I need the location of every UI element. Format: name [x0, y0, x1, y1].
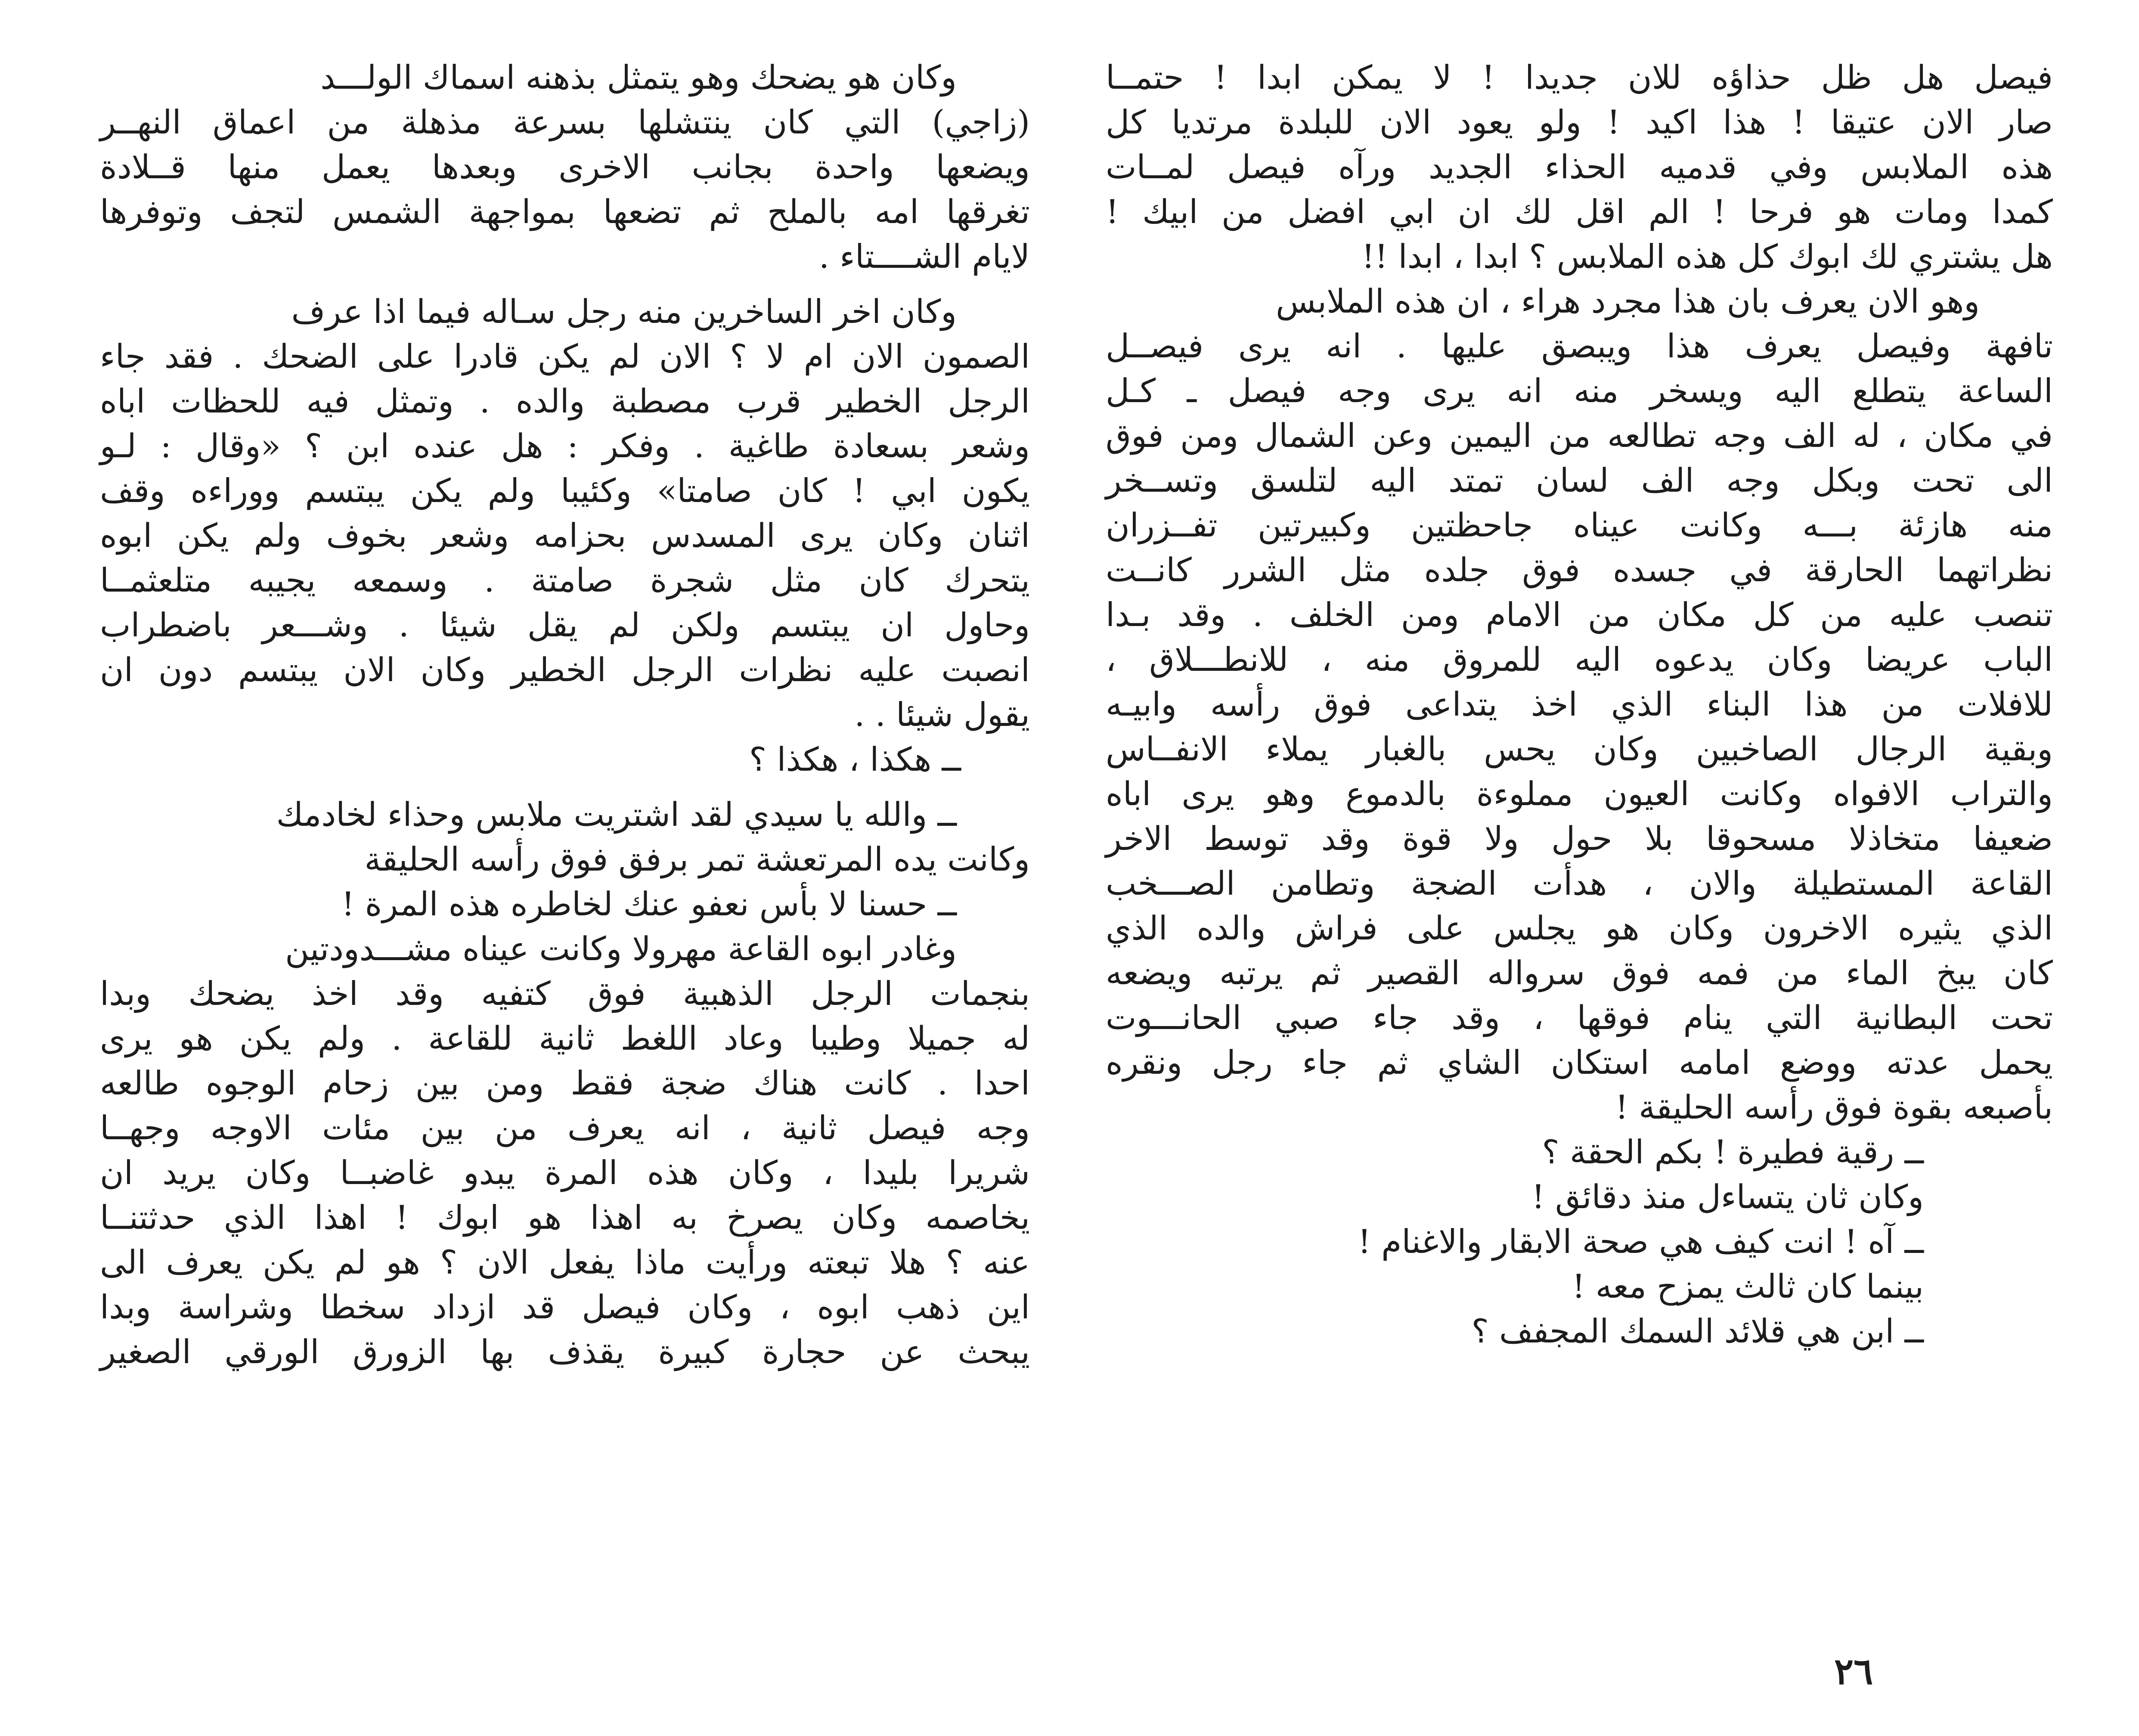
- text-line: وكان اخر الساخرين منه رجل سـاله فيما اذا عرف: [291, 292, 957, 331]
- text-line: انصبت عليه نظرات الرجل الخطير وكان الان يبتسم دون ان: [100, 651, 1030, 689]
- text-line: عنه ؟ هلا تبعته ورأيت ماذا يفعل الان ؟ هو لم يكن يعرف الى: [100, 1243, 1030, 1281]
- text-line: يبحث عن حجارة كبيرة يقذف بها الزورق الورقي الصغير: [100, 1333, 1030, 1371]
- text-line: تافهة وفيصل يعرف هذا ويبصق عليها . انه يرى فيصــل: [1106, 327, 2053, 365]
- text-line: تغرقها امه بالملح ثم تضعها بمواجهة الشمس لتجف وتوفرها: [100, 192, 1030, 231]
- text-line: ــ حسنا لا بأس نعفو عنك لخاطره هذه المرة !: [341, 885, 957, 923]
- text-line: الذي يثيره الاخرون وكان هو يجلس على فراش والده الذي: [1106, 909, 2053, 947]
- text-line: يتحرك كان مثل شجرة صامتة . وسمعه يجيبه متلعثمــا: [100, 561, 1030, 599]
- text-line: ــ آه ! انت كيف هي صحة الابقار والاغنام !: [1358, 1222, 1924, 1261]
- text-line: وغادر ابوه القاعة مهرولا وكانت عيناه مشـــدودتين: [285, 930, 957, 968]
- text-line: يقول شيئا . .: [854, 695, 1030, 734]
- left-column: [100, 55, 1030, 1374]
- text-line: بينما كان ثالث يمزح معه !: [1572, 1267, 1924, 1305]
- text-line: تنصب عليه من كل مكان من الامام ومن الخلف . وقد بـدا: [1106, 595, 2053, 634]
- text-line: منه هازئة بـــه وكانت عيناه جاحظتين وكبيرتين تفــزران: [1106, 506, 2053, 544]
- text-line: هل يشتري لك ابوك كل هذه الملابس ؟ ابدا ، ابدا !!: [1361, 237, 2053, 276]
- text-line: تحت البطانية التي ينام فوقها ، وقد جاء صبي الحانـــوت: [1106, 998, 2053, 1037]
- text-line: وحاول ان يبتسم ولكن لم يقل شيئا . وشـــعر باضطراب: [100, 606, 1030, 644]
- text-line: الرجل الخطير قرب مصطبة والده . وتمثل فيه للحظات اباه: [100, 382, 1030, 420]
- text-line: شريرا بليدا ، وكان هذه المرة يبدو غاضبــا وكان يريد ان: [100, 1153, 1030, 1192]
- text-line: وجه فيصل ثانية ، انه يعرف من بين مئات الاوجه وجهــا: [100, 1109, 1030, 1147]
- text-line: كمدا ومات هو فرحا ! الم اقل لك ان ابي افضل من ابيك !: [1106, 192, 2053, 231]
- text-line: اثنان وكان يرى المسدس بحزامه وشعر بخوف ولم يكن ابوه: [100, 516, 1030, 555]
- text-line: في مكان ، له الف وجه تطالعه من اليمين وعن الشمال ومن فوق: [1106, 416, 2053, 455]
- text-line: وكان ثان يتساءل منذ دقائق !: [1531, 1178, 1924, 1216]
- page-number: ٢٦: [1834, 1650, 1873, 1693]
- text-line: ــ رقية فطيرة ! بكم الحقة ؟: [1542, 1133, 1924, 1171]
- text-line: صار الان عتيقا ! هذا اكيد ! ولو يعود الان للبلدة مرتديا كل: [1106, 103, 2053, 141]
- text-line: ــ هكذا ، هكذا ؟: [749, 740, 961, 778]
- text-line: وشعر بسعادة طاغية . وفكر : هل عنده ابن ؟ «وقال : لـو: [100, 427, 1030, 465]
- text-line: يكون ابي ! كان صامتا» وكئيبا ولم يكن يبتسم ووراءه وقف: [100, 471, 1030, 510]
- text-line: نظراتهما الحارقة في جسده فوق جلده مثل الشرر كانــت: [1106, 551, 2053, 589]
- text-line: وكان هو يضحك وهو يتمثل بذهنه اسماك الولـــد: [320, 58, 957, 96]
- text-line: احدا . كانت هناك ضجة فقط ومن بين زحام الوجوه طالعه: [100, 1064, 1030, 1102]
- text-line: بنجمات الرجل الذهبية فوق كتفيه وقد اخذ يضحك وبدا: [100, 974, 1030, 1013]
- text-line: الى تحت وبكل وجه الف لسان تمتد اليه لتلسق وتســخر: [1106, 461, 2053, 499]
- text-line: هذه الملابس وفي قدميه الحذاء الجديد ورآه فيصل لمــات: [1106, 148, 2053, 186]
- right-column: [1106, 55, 2053, 1354]
- text-line: والتراب الافواه وكانت العيون مملوءة بالدموع وهو يرى اباه: [1106, 775, 2053, 813]
- text-line: لايام الشــــتاء .: [818, 237, 1030, 276]
- text-line: الساعة يتطلع اليه ويسخر منه انه يرى وجه فيصل ـ كـل: [1106, 372, 2053, 410]
- text-line: كان يبخ الماء من فمه فوق سرواله القصير ثم يرتبه ويضعه: [1106, 954, 2053, 992]
- paragraph-gap: [100, 279, 1030, 289]
- text-line: (زاجي) التي كان ينتشلها بسرعة مذهلة من اعماق النهــر: [100, 103, 1030, 141]
- text-line: وهو الان يعرف بان هذا مجرد هراء ، ان هذه الملابس: [1276, 282, 1980, 320]
- text-line: فيصل هل ظل حذاؤه للان جديدا ! لا يمكن ابدا ! حتمــا: [1106, 58, 2053, 96]
- text-line: ضعيفا متخاذلا مسحوقا بلا حول ولا قوة وقد توسط الاخر: [1106, 819, 2053, 858]
- text-line: له جميلا وطيبا وعاد اللغط ثانية للقاعة . ولم يكن هو يرى: [100, 1019, 1030, 1057]
- text-line: الباب عريضا وكان يدعوه اليه للمروق منه ، للانطـــلاق ،: [1106, 640, 2053, 679]
- paragraph-gap: [100, 782, 1030, 792]
- text-line: القاعة المستطيلة والان ، هدأت الضجة وتطامن الصـــخب: [1106, 864, 2053, 902]
- text-line: وكانت يده المرتعشة تمر برفق فوق رأسه الحليقة: [364, 840, 1030, 878]
- text-line: للافلات من هذا البناء الذي اخذ يتداعى فوق رأسه وابيـه: [1106, 685, 2053, 723]
- text-line: ــ ابن هي قلائد السمك المجفف ؟: [1471, 1312, 1924, 1350]
- text-line: اين ذهب ابوه ، وكان فيصل قد ازداد سخطا وشراسة وبدا: [100, 1288, 1030, 1326]
- text-line: ــ والله يا سيدي لقد اشتريت ملابس وحذاء لخادمك: [276, 795, 957, 834]
- text-line: يخاصمه وكان يصرخ به اهذا هو ابوك ! اهذا الذي حدثتنــا: [100, 1198, 1030, 1237]
- text-line: وبقية الرجال الصاخبين وكان يحس بالغبار يملاء الانفــاس: [1106, 730, 2053, 768]
- text-line: يحمل عدته ووضع امامه استكان الشاي ثم جاء رجل ونقره: [1106, 1043, 2053, 1082]
- text-line: ويضعها واحدة بجانب الاخرى وبعدها يعمل منها قــلادة: [100, 148, 1030, 186]
- text-line: بأصبعه بقوة فوق رأسه الحليقة !: [1615, 1088, 2053, 1126]
- text-line: الصمون الان ام لا ؟ الان لم يكن قادرا على الضحك . فقد جاء: [100, 337, 1030, 375]
